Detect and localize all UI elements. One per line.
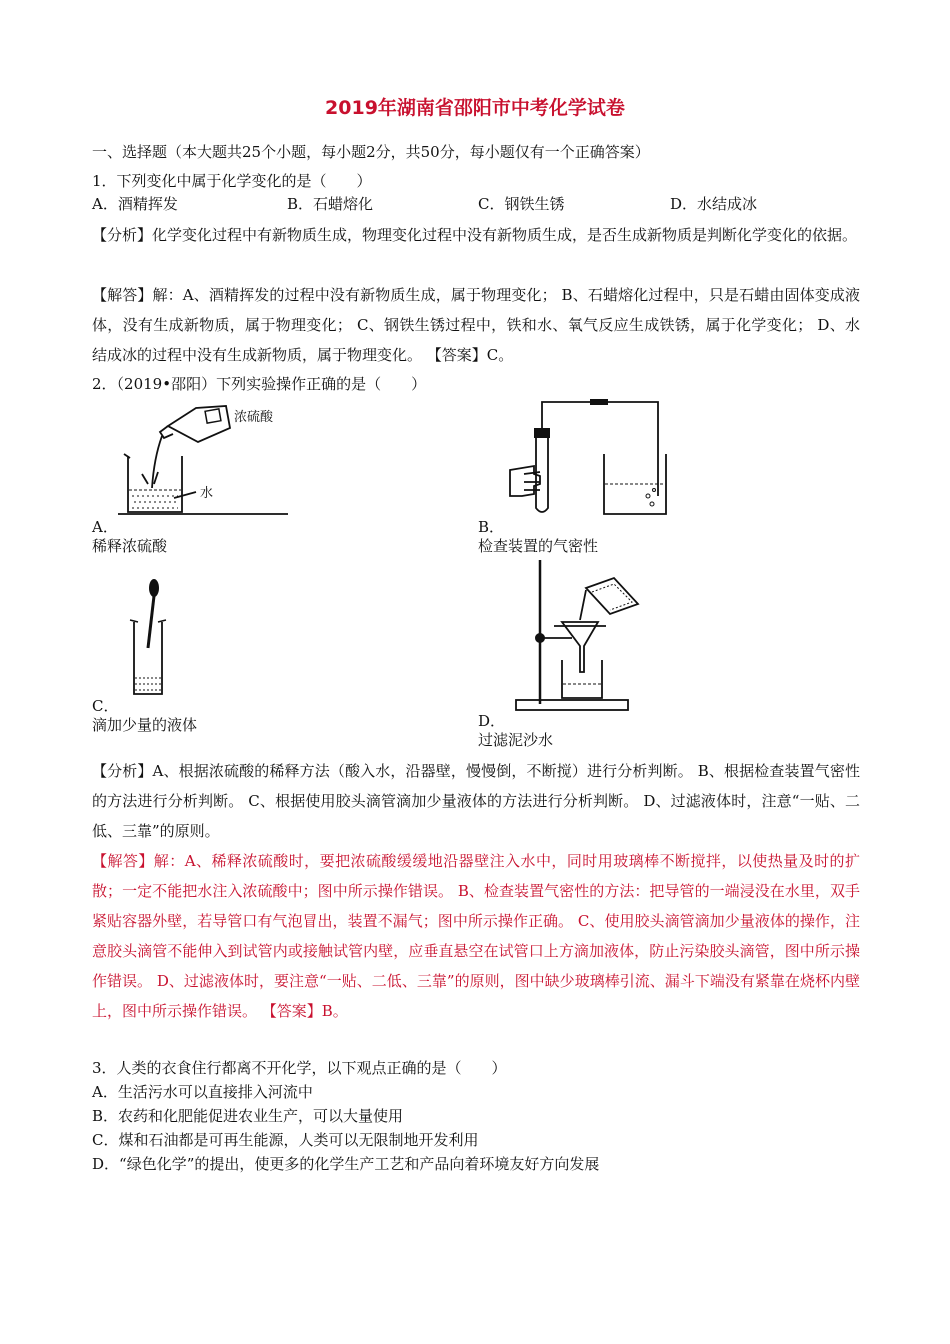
section-heading: 一、选择题（本大题共25个小题，每小题2分，共50分，每小题仅有一个正确答案） xyxy=(92,143,650,161)
page-title: 2019年湖南省邵阳市中考化学试卷 xyxy=(325,97,625,119)
figure-c-letter: C． xyxy=(92,697,119,715)
figure-d-letter: D． xyxy=(478,712,506,730)
q1-option-a: A．酒精挥发 xyxy=(92,195,178,213)
figure-d-filtration xyxy=(510,556,660,716)
figure-c-caption: 滴加少量的液体 xyxy=(92,716,198,734)
figure-b-letter: B． xyxy=(478,518,505,536)
figure-a-letter: A． xyxy=(92,518,118,536)
q2-analysis: 【分析】A、根据浓硫酸的稀释方法（酸入水，沿器壁，慢慢倒，不断搅）进行分析判断。 B、根据检查装置气密性的方法进行分析判断。 C、根据使用胶头滴管滴加少量液体的方法进行分析判断。 D、过滤液体时，注意“一贴、二低、三靠”的原则。 xyxy=(92,762,860,840)
q1-option-d: D．水结成冰 xyxy=(670,195,758,213)
q1-stem: 1．下列变化中属于化学变化的是（ ） xyxy=(92,172,372,190)
figure-a-label-acid: 浓硫酸 xyxy=(234,410,274,425)
figure-a-caption: 稀释浓硫酸 xyxy=(92,537,168,555)
q2-stem: 2．（2019•邵阳）下列实验操作正确的是（ ） xyxy=(92,375,427,393)
figure-b-airtightness xyxy=(500,392,670,522)
q3-stem: 3．人类的衣食住行都离不开化学，以下观点正确的是（ ） xyxy=(92,1059,507,1077)
figure-c-dropper xyxy=(118,578,178,704)
figure-a-dilute-acid xyxy=(118,398,288,520)
q2-solution: 【解答】解：A、稀释浓硫酸时，要把浓硫酸缓缓地沿器壁注入水中，同时用玻璃棒不断搅拌，以使热量及时的扩散；一定不能把水注入浓硫酸中；图中所示操作错误。 B、检查装置气密性的方法：把导管的一端浸没在水里，双手紧贴容器外壁，若导管口有气泡冒出，装置不漏气；图中所示操作正确。 C、使用胶头滴管滴加少量液体的操作，注意胶头滴管不能伸入到试管内或接触试管内壁，应垂直悬空在试管口上方滴加液体，防止污染胶头滴管，图中所示操作错误。 D、过滤液体时，要注意“一贴、二低、三靠”的原则，图中缺少玻璃棒引流、漏斗下端没有紧靠在烧杯内壁上，图中所示操作错误。 【答案】B。 xyxy=(92,852,860,1020)
figure-a-label-water: 水 xyxy=(200,486,214,501)
q3-option-c: C．煤和石油都是可再生能源，人类可以无限制地开发利用 xyxy=(92,1131,479,1149)
q1-solution: 【解答】解：A、酒精挥发的过程中没有新物质生成，属于物理变化； B、石蜡熔化过程中，只是石蜡由固体变成液体，没有生成新物质，属于物理变化； C、钢铁生锈过程中，铁和水、氧气反应生成铁锈，属于化学变化； D、水结成冰的过程中没有生成新物质，属于物理变化。 【答案】C。 xyxy=(92,286,860,364)
q3-option-a: A．生活污水可以直接排入河流中 xyxy=(92,1083,313,1101)
figure-b-caption: 检查装置的气密性 xyxy=(478,537,599,555)
figure-d-caption: 过滤泥沙水 xyxy=(478,731,554,749)
q1-analysis: 【分析】化学变化过程中有新物质生成，物理变化过程中没有新物质生成，是否生成新物质是判断化学变化的依据。 xyxy=(92,226,858,244)
q3-option-d: D．“绿色化学”的提出，使更多的化学生产工艺和产品向着环境友好方向发展 xyxy=(92,1155,600,1173)
q1-option-c: C．钢铁生锈 xyxy=(478,195,565,213)
q3-option-b: B．农药和化肥能促进农业生产，可以大量使用 xyxy=(92,1107,404,1125)
q1-option-b: B．石蜡熔化 xyxy=(287,195,374,213)
